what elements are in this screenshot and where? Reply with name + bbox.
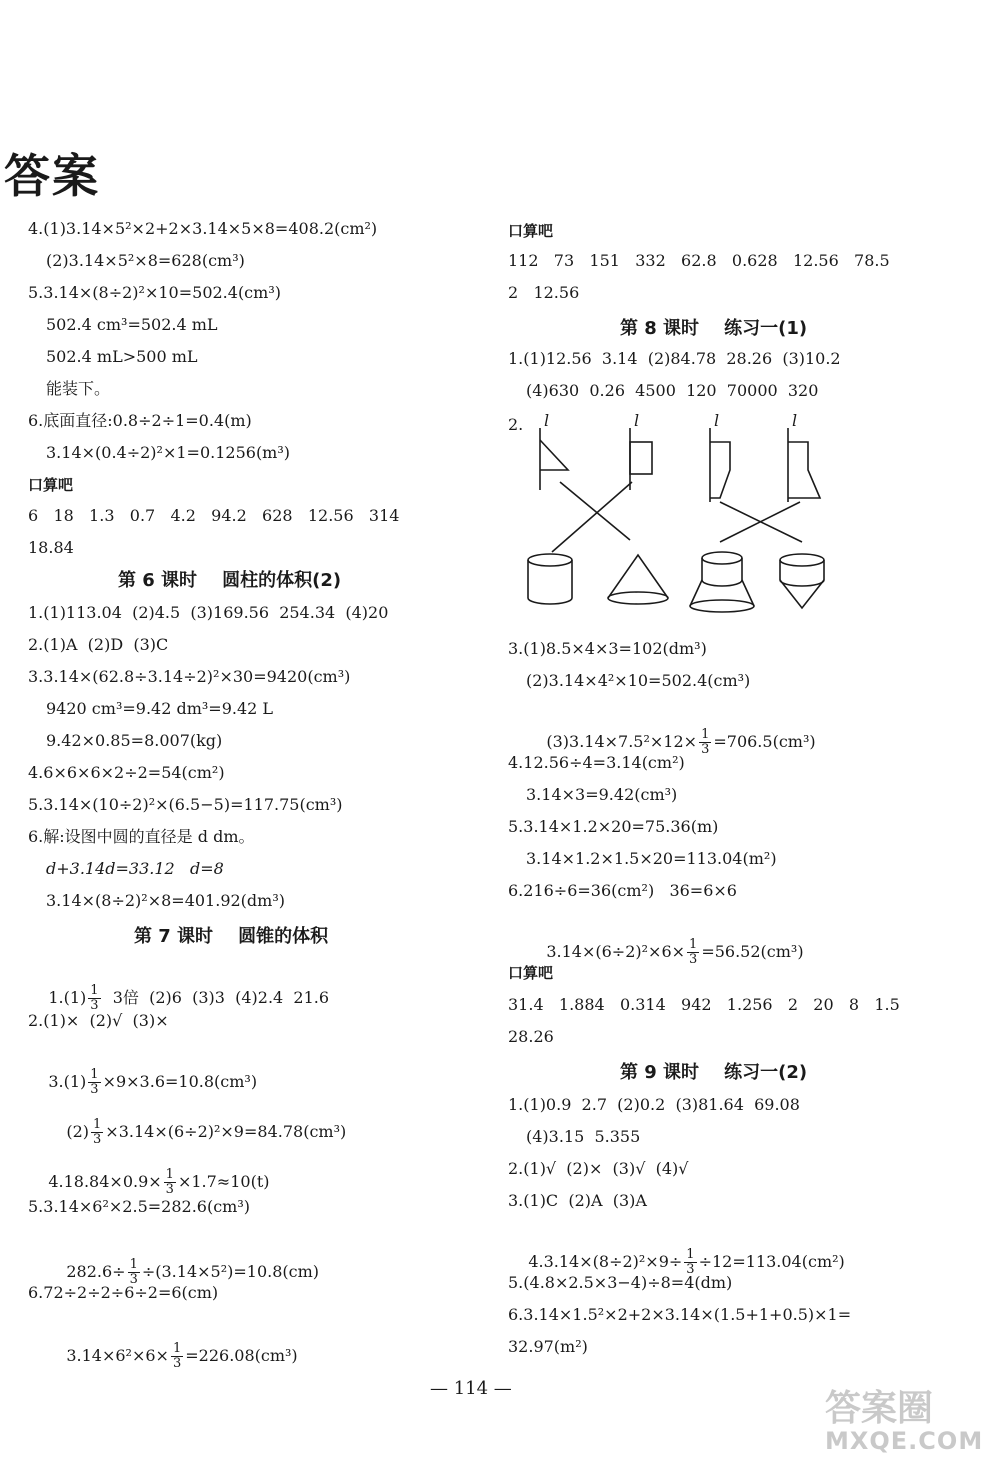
fraction — [171, 1342, 183, 1371]
answer-line: 5.(4.8×2.5×3−4)÷8=4(dm) — [508, 1273, 733, 1292]
section-heading: 第 9 课时 练习一(2) — [620, 1062, 808, 1083]
answer-line: 6.3.14×1.5²×2+2×3.14×(1.5+1+0.5)×1= — [508, 1305, 852, 1324]
answer-line: 5.3.14×6²×2.5=282.6(cm³) — [28, 1197, 250, 1216]
denominator: 3 — [172, 1356, 182, 1371]
answer-line: 502.4 mL>500 mL — [46, 347, 198, 366]
answer-line — [526, 916, 804, 989]
match-line — [560, 482, 630, 540]
answer-line: (2)3.14×4²×10=502.4(cm³) — [526, 671, 751, 690]
answer-line: (4)3.15 5.355 — [526, 1127, 641, 1146]
denominator: 3 — [689, 952, 698, 967]
answer-text: ÷12=113.04(cm²) — [698, 1252, 845, 1271]
triangle-shape — [540, 440, 568, 470]
answer-text: (2) — [66, 1122, 90, 1141]
answer-text: 3.14×6²×6× — [66, 1346, 169, 1365]
answer-line: 4.6×6×6×2÷2=54(cm²) — [28, 763, 225, 782]
answer-line: 3.14×(8÷2)²×8=401.92(dm³) — [46, 891, 285, 910]
answer-line: (4)630 0.26 4500 120 70000 320 — [526, 381, 819, 400]
watermark-bottom: MXQE.COM — [825, 1427, 984, 1455]
answer-line: 502.4 cm³=502.4 mL — [46, 315, 218, 334]
answer-line: d+3.14d=33.12 d=8 — [46, 859, 224, 878]
numerator: 1 — [701, 727, 710, 742]
answer-text: (3)3.14×7.5²×12× — [546, 732, 698, 751]
answer-line: 3.3.14×(62.8÷3.14÷2)²×30=9420(cm³) — [28, 667, 351, 686]
answer-text: 4.18.84×0.9× — [48, 1172, 162, 1191]
cylinder-bottom — [702, 580, 742, 586]
answer-text: 4.3.14×(8÷2)²×9÷ — [528, 1252, 683, 1271]
section-heading: 第 6 课时 圆柱的体积(2) — [118, 570, 342, 591]
numerator: 1 — [686, 1247, 695, 1262]
answer-line: 3.14×1.2×1.5×20=113.04(m²) — [526, 849, 777, 868]
answer-line: 32.97(m²) — [508, 1337, 588, 1356]
answer-line: 5.3.14×(10÷2)²×(6.5−5)=117.75(cm³) — [28, 795, 343, 814]
mental-math-heading: 口算吧 — [508, 222, 554, 240]
answer-text: 1.(1) — [48, 988, 87, 1007]
numerator: 1 — [90, 983, 99, 998]
numerator: 1 — [172, 1341, 182, 1356]
fraction — [164, 1168, 176, 1197]
answer-line — [46, 1320, 298, 1393]
rotation-matching-figure — [520, 410, 940, 630]
answer-line: 28.26 — [508, 1027, 554, 1046]
answer-text: =706.5(cm³) — [713, 732, 816, 751]
fraction — [88, 1068, 100, 1097]
denominator: 3 — [129, 1272, 138, 1287]
answer-line: 6.72÷2÷2÷6÷2=6(cm) — [28, 1283, 219, 1302]
answer-text: 3.(1) — [48, 1072, 87, 1091]
answer-line: 18.84 — [28, 538, 74, 557]
answer-line: 2.(1)A (2)D (3)C — [28, 635, 169, 654]
cylinder-top — [528, 554, 572, 566]
cylinder-bottom — [528, 598, 572, 604]
answer-text: 282.6÷ — [66, 1262, 126, 1281]
section-heading: 第 7 课时 圆锥的体积 — [134, 926, 329, 947]
axis-label: l — [544, 411, 550, 430]
numerator: 1 — [689, 937, 698, 952]
answer-line: 31.4 1.884 0.314 942 1.256 2 20 8 1.5 — [508, 995, 900, 1014]
answer-line: 2.(1)√ (2)× (3)√ (4)√ — [508, 1159, 689, 1178]
fraction — [699, 728, 711, 757]
cylinder-top — [702, 552, 742, 564]
answer-line: 9420 cm³=9.42 dm³=9.42 L — [46, 699, 274, 718]
watermark-logo — [825, 1390, 983, 1454]
mental-math-heading: 口算吧 — [508, 964, 554, 982]
fraction — [687, 938, 699, 967]
denominator: 3 — [90, 1082, 99, 1097]
answer-line: 3.(1)C (2)A (3)A — [508, 1191, 647, 1210]
answer-line: 1.(1)113.04 (2)4.5 (3)169.56 254.34 (4)20 — [28, 603, 389, 622]
answer-line: 6.解:设图中圆的直径是 d dm。 — [28, 827, 255, 846]
cylinder-top — [780, 554, 824, 566]
rectangle-shape — [630, 442, 652, 474]
answer-line: 5.3.14×1.2×20=75.36(m) — [508, 817, 719, 836]
answer-line: 6.底面直径:0.8÷2÷1=0.4(m) — [28, 411, 252, 430]
fraction — [88, 984, 100, 1013]
answer-text: ×9×3.6=10.8(cm³) — [102, 1072, 258, 1091]
numerator: 1 — [90, 1067, 99, 1082]
page-title: 答案 — [4, 149, 100, 203]
composite-shape — [710, 442, 730, 498]
axis-label: l — [792, 411, 798, 430]
numerator: 1 — [129, 1257, 138, 1272]
answer-line: 3.(1)8.5×4×3=102(dm³) — [508, 639, 707, 658]
answer-line: 2 12.56 — [508, 283, 580, 302]
answer-line: 1.(1)12.56 3.14 (2)84.78 28.26 (3)10.2 — [508, 349, 841, 368]
answer-line: 3.14×3=9.42(cm³) — [526, 785, 678, 804]
answer-text: ×1.7≈10(t) — [177, 1172, 270, 1191]
answer-line: 5.3.14×(8÷2)²×10=502.4(cm³) — [28, 283, 281, 302]
answer-line: 6.216÷6=36(cm²) 36=6×6 — [508, 881, 737, 900]
answer-line: 4.12.56÷4=3.14(cm²) — [508, 753, 685, 772]
denominator: 3 — [686, 1262, 695, 1277]
answer-line: 4.(1)3.14×5²×2+2×3.14×5×8=408.2(cm²) — [28, 219, 378, 238]
cone-base — [608, 592, 668, 604]
answer-line: 1.(1)0.9 2.7 (2)0.2 (3)81.64 69.08 — [508, 1095, 800, 1114]
axis-label: l — [634, 411, 640, 430]
answer-text: =226.08(cm³) — [185, 1346, 298, 1365]
answer-line: 6 18 1.3 0.7 4.2 94.2 628 12.56 314 — [28, 506, 400, 525]
numerator: 1 — [93, 1117, 102, 1132]
fraction — [91, 1118, 103, 1147]
composite-shape — [788, 442, 820, 498]
answer-line: 112 73 151 332 62.8 0.628 12.56 78.5 — [508, 251, 890, 270]
numerator: 1 — [165, 1167, 174, 1182]
answer-line: 9.42×0.85=8.007(kg) — [46, 731, 223, 750]
denominator: 3 — [90, 998, 99, 1013]
watermark-top: 答案圈 — [825, 1388, 934, 1429]
answer-line: 2. — [508, 415, 524, 434]
answer-line: 2.(1)× (2)√ (3)× — [28, 1011, 169, 1030]
answer-text: ×3.14×(6÷2)²×9=84.78(cm³) — [105, 1122, 347, 1141]
answer-line: 3.14×(0.4÷2)²×1=0.1256(m³) — [46, 443, 291, 462]
denominator: 3 — [701, 742, 710, 757]
match-line — [552, 482, 632, 552]
axis-label: l — [714, 411, 720, 430]
cylinder-bottom — [780, 580, 824, 586]
answer-text: 3倍 (2)6 (3)3 (4)2.4 21.6 — [102, 988, 330, 1007]
mental-math-heading: 口算吧 — [28, 476, 74, 494]
section-heading: 第 8 课时 练习一(1) — [620, 318, 808, 339]
denominator: 3 — [165, 1182, 174, 1197]
denominator: 3 — [93, 1132, 102, 1147]
answer-text: ÷(3.14×5²)=10.8(cm) — [141, 1262, 320, 1281]
answer-text: =56.52(cm³) — [701, 942, 804, 961]
answer-line: (2)3.14×5²×8=628(cm³) — [46, 251, 245, 270]
answer-text: 3.14×(6÷2)²×6× — [546, 942, 686, 961]
page-number: — 114 — — [430, 1378, 512, 1399]
frustum-base — [690, 600, 754, 612]
answer-line: 能装下。 — [46, 379, 111, 398]
